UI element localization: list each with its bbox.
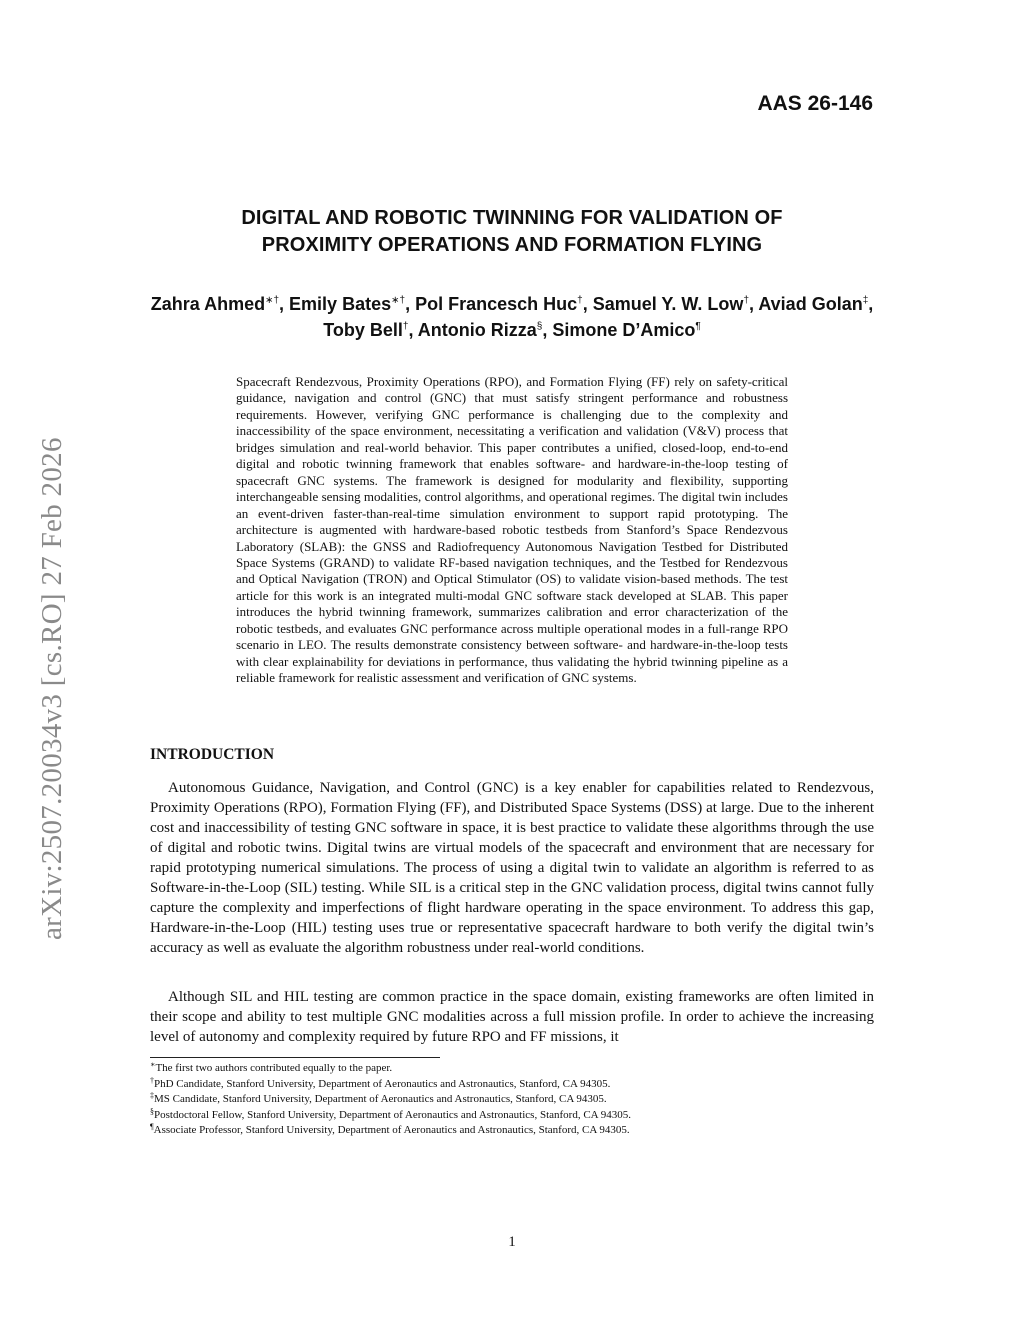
author-affiliation-mark: ¶	[695, 321, 701, 332]
author-list	[150, 291, 874, 343]
footnote: §Postdoctoral Fellow, Stanford University, Department of Aeronautics and Astronautics, Stanford, CA 94305.	[150, 1106, 632, 1121]
author: Pol Francesch Huc†,	[415, 294, 593, 314]
author: Antonio Rizza§,	[417, 320, 553, 340]
body-paragraph: Although SIL and HIL testing are common practice in the space domain, existing frameworks are often limited in their scope and ability to test multiple GNC modalities across a full mission profile. In order to achieve the increasing level of autonomy and complexity required by future RPO and FF missions, it	[150, 989, 874, 1045]
paper-title	[150, 205, 874, 259]
author: Samuel Y. W. Low†,	[592, 294, 759, 314]
body-paragraph: Autonomous Guidance, Navigation, and Control (GNC) is a key enabler for capabilities related to Rendezvous, Proximity Operations (RPO), Formation Flying (FF), and Distributed Space Systems (DSS) at large. Due to the inherent cost and inaccessibility of testing GNC software in space, it is best practice to validate these algorithms through the use of digital and robotic twins. Digital twins are virtual models of the spacecraft and environment that are necessary for rapid prototyping numerical simulations. The process of using a digital twin to validate an algorithm is referred to as Software-in-the-Loop (SIL) testing. While SIL is a critical step in the GNC validation process, digital twins cannot fully capture the complexity and imperfections of flight hardware operating in the space environment. To address this gap, Hardware-in-the-Loop (HIL) testing uses true or representative spacecraft hardware to both verify the digital twin’s accuracy as well as evaluate the algorithm robustness under real-world conditions.	[150, 780, 874, 956]
author-affiliation-mark: †	[402, 321, 409, 332]
arxiv-identifier-stamp: arXiv:2507.20034v3 [cs.RO] 27 Feb 2026	[36, 437, 68, 940]
footnote: ¶Associate Professor, Stanford University, Department of Aeronautics and Astronautics, Stanford, CA 94305.	[150, 1122, 630, 1136]
author-affiliation-mark: †	[743, 295, 749, 306]
author-affiliation-mark: †	[577, 295, 583, 306]
author: Emily Bates∗†,	[289, 294, 416, 314]
author-affiliation-mark: ‡	[862, 295, 869, 306]
author-affiliation-mark: ∗†	[391, 295, 406, 306]
footnote: †PhD Candidate, Stanford University, Department of Aeronautics and Astronautics, Stanford, CA 94305.	[150, 1075, 611, 1090]
title-line-2: PROXIMITY OPERATIONS AND FORMATION FLYING	[261, 234, 763, 256]
footnote-divider	[150, 1057, 440, 1058]
page-number: 1	[508, 1234, 516, 1250]
footnote: ∗The first two authors contributed equally to the paper.	[150, 1060, 393, 1074]
section-heading-introduction: INTRODUCTION	[150, 746, 275, 763]
footnotes	[150, 1061, 874, 1139]
abstract: Spacecraft Rendezvous, Proximity Operations (RPO), and Formation Flying (FF) rely on safety-critical guidance, navigation and control (GNC) that must satisfy stringent performance and robustness requirements. However, verifying GNC performance is challenging due to the complexity and inaccessibility of the space environment, necessitating a verification and validation (V&V) process that bridges simulation and real-world behavior. This paper contributes a unified, closed-loop, end-to-end digital and robotic twinning framework that enables software- and hardware-in-the-loop testing of spacecraft GNC systems. The framework is designed for modularity and flexibility, supporting interchangeable sensing modalities, control algorithms, and operational regimes. The digital twin includes an event-driven faster-than-real-time simulation environment to support rapid prototyping. The architecture is augmented with hardware-based robotic testbeds from Stanford’s Space Rendezvous Laboratory (SLAB): the GNSS and Radiofrequency Autonomous Navigation Testbed for Distributed Space Systems (GRAND) to validate RF-based navigation techniques, and the Testbed for Rendezvous and Optical Navigation (TRON) and Optical Stimulator (OS) to validate vision-based methods. The test article for this work is an integrated multi-modal GNC software stack developed at SLAB. This paper introduces the hybrid twinning framework, summarizes calibration and error characterization of the robotic testbeds, and evaluates GNC performance across multiple operational modes in a full-range RPO scenario in LEO. The results demonstrate consistency between software- and hardware-in-the-loop tests with clear explainability for deviations in performance, thus validating the hybrid twinning pipeline as a reliable framework for realistic assessment and verification of GNC systems.	[236, 374, 788, 686]
author: Simone D’Amico¶	[552, 320, 701, 340]
author-affiliation-mark: §	[536, 321, 543, 332]
author: Aviad Golan‡,	[758, 294, 874, 314]
author: Zahra Ahmed∗†,	[150, 294, 290, 314]
author: Toby Bell†,	[323, 320, 418, 340]
author-affiliation-mark: ∗†	[265, 295, 280, 306]
report-number: AAS 26-146	[757, 92, 873, 115]
title-line-1: DIGITAL AND ROBOTIC TWINNING FOR VALIDATION OF	[241, 207, 783, 229]
footnote: ‡MS Candidate, Stanford University, Department of Aeronautics and Astronautics, Stanford, CA 94305.	[150, 1091, 607, 1105]
